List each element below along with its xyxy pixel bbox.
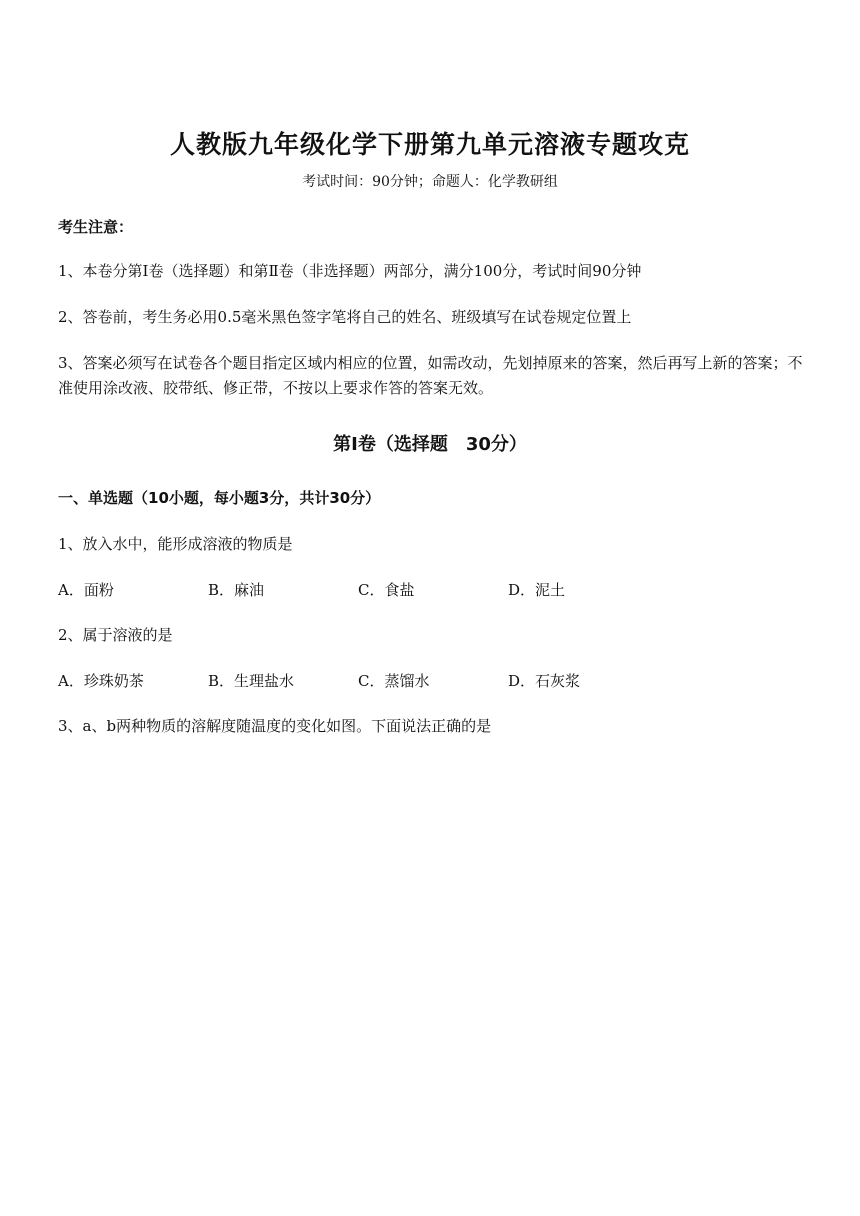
option-c[interactable]: C．食盐 [358, 581, 415, 599]
question-stem: 3、a、b两种物质的溶解度随温度的变化如图。下面说法正确的是 [58, 717, 492, 735]
question-stem: 2、属于溶液的是 [58, 626, 173, 644]
option-a[interactable]: A．面粉 [58, 581, 114, 599]
notice-item: 2、答卷前，考生务必用0.5毫米黑色签字笔将自己的姓名、班级填写在试卷规定位置上 [58, 308, 632, 326]
option-d[interactable]: D．石灰浆 [508, 672, 581, 690]
section-heading: 一、单选题（10小题，每小题3分，共计30分） [58, 489, 381, 507]
notice-item: 3、答案必须写在试卷各个题目指定区域内相应的位置，如需改动，先划掉原来的答案，然后再写上新的答案；不准使用涂改液、胶带纸、修正带，不按以上要求作答的答案无效。 [58, 354, 803, 397]
notice-item: 1、本卷分第Ⅰ卷（选择题）和第Ⅱ卷（非选择题）两部分，满分100分，考试时间90分钟 [58, 262, 642, 280]
option-d[interactable]: D．泥土 [508, 581, 566, 599]
question-options [58, 578, 808, 602]
option-b[interactable]: B．麻油 [208, 581, 265, 599]
question-options [58, 669, 808, 693]
notice-heading: 考生注意： [58, 218, 134, 236]
part-title: 第Ⅰ卷（选择题 30分） [333, 434, 527, 455]
exam-info: 考试时间：90分钟；命题人：化学教研组 [302, 174, 558, 190]
page-title: 人教版九年级化学下册第九单元溶液专题攻克 [169, 130, 690, 159]
option-a[interactable]: A．珍珠奶茶 [58, 672, 144, 690]
option-b[interactable]: B．生理盐水 [208, 672, 295, 690]
option-c[interactable]: C．蒸馏水 [358, 672, 430, 690]
question-stem: 1、放入水中，能形成溶液的物质是 [58, 535, 293, 553]
